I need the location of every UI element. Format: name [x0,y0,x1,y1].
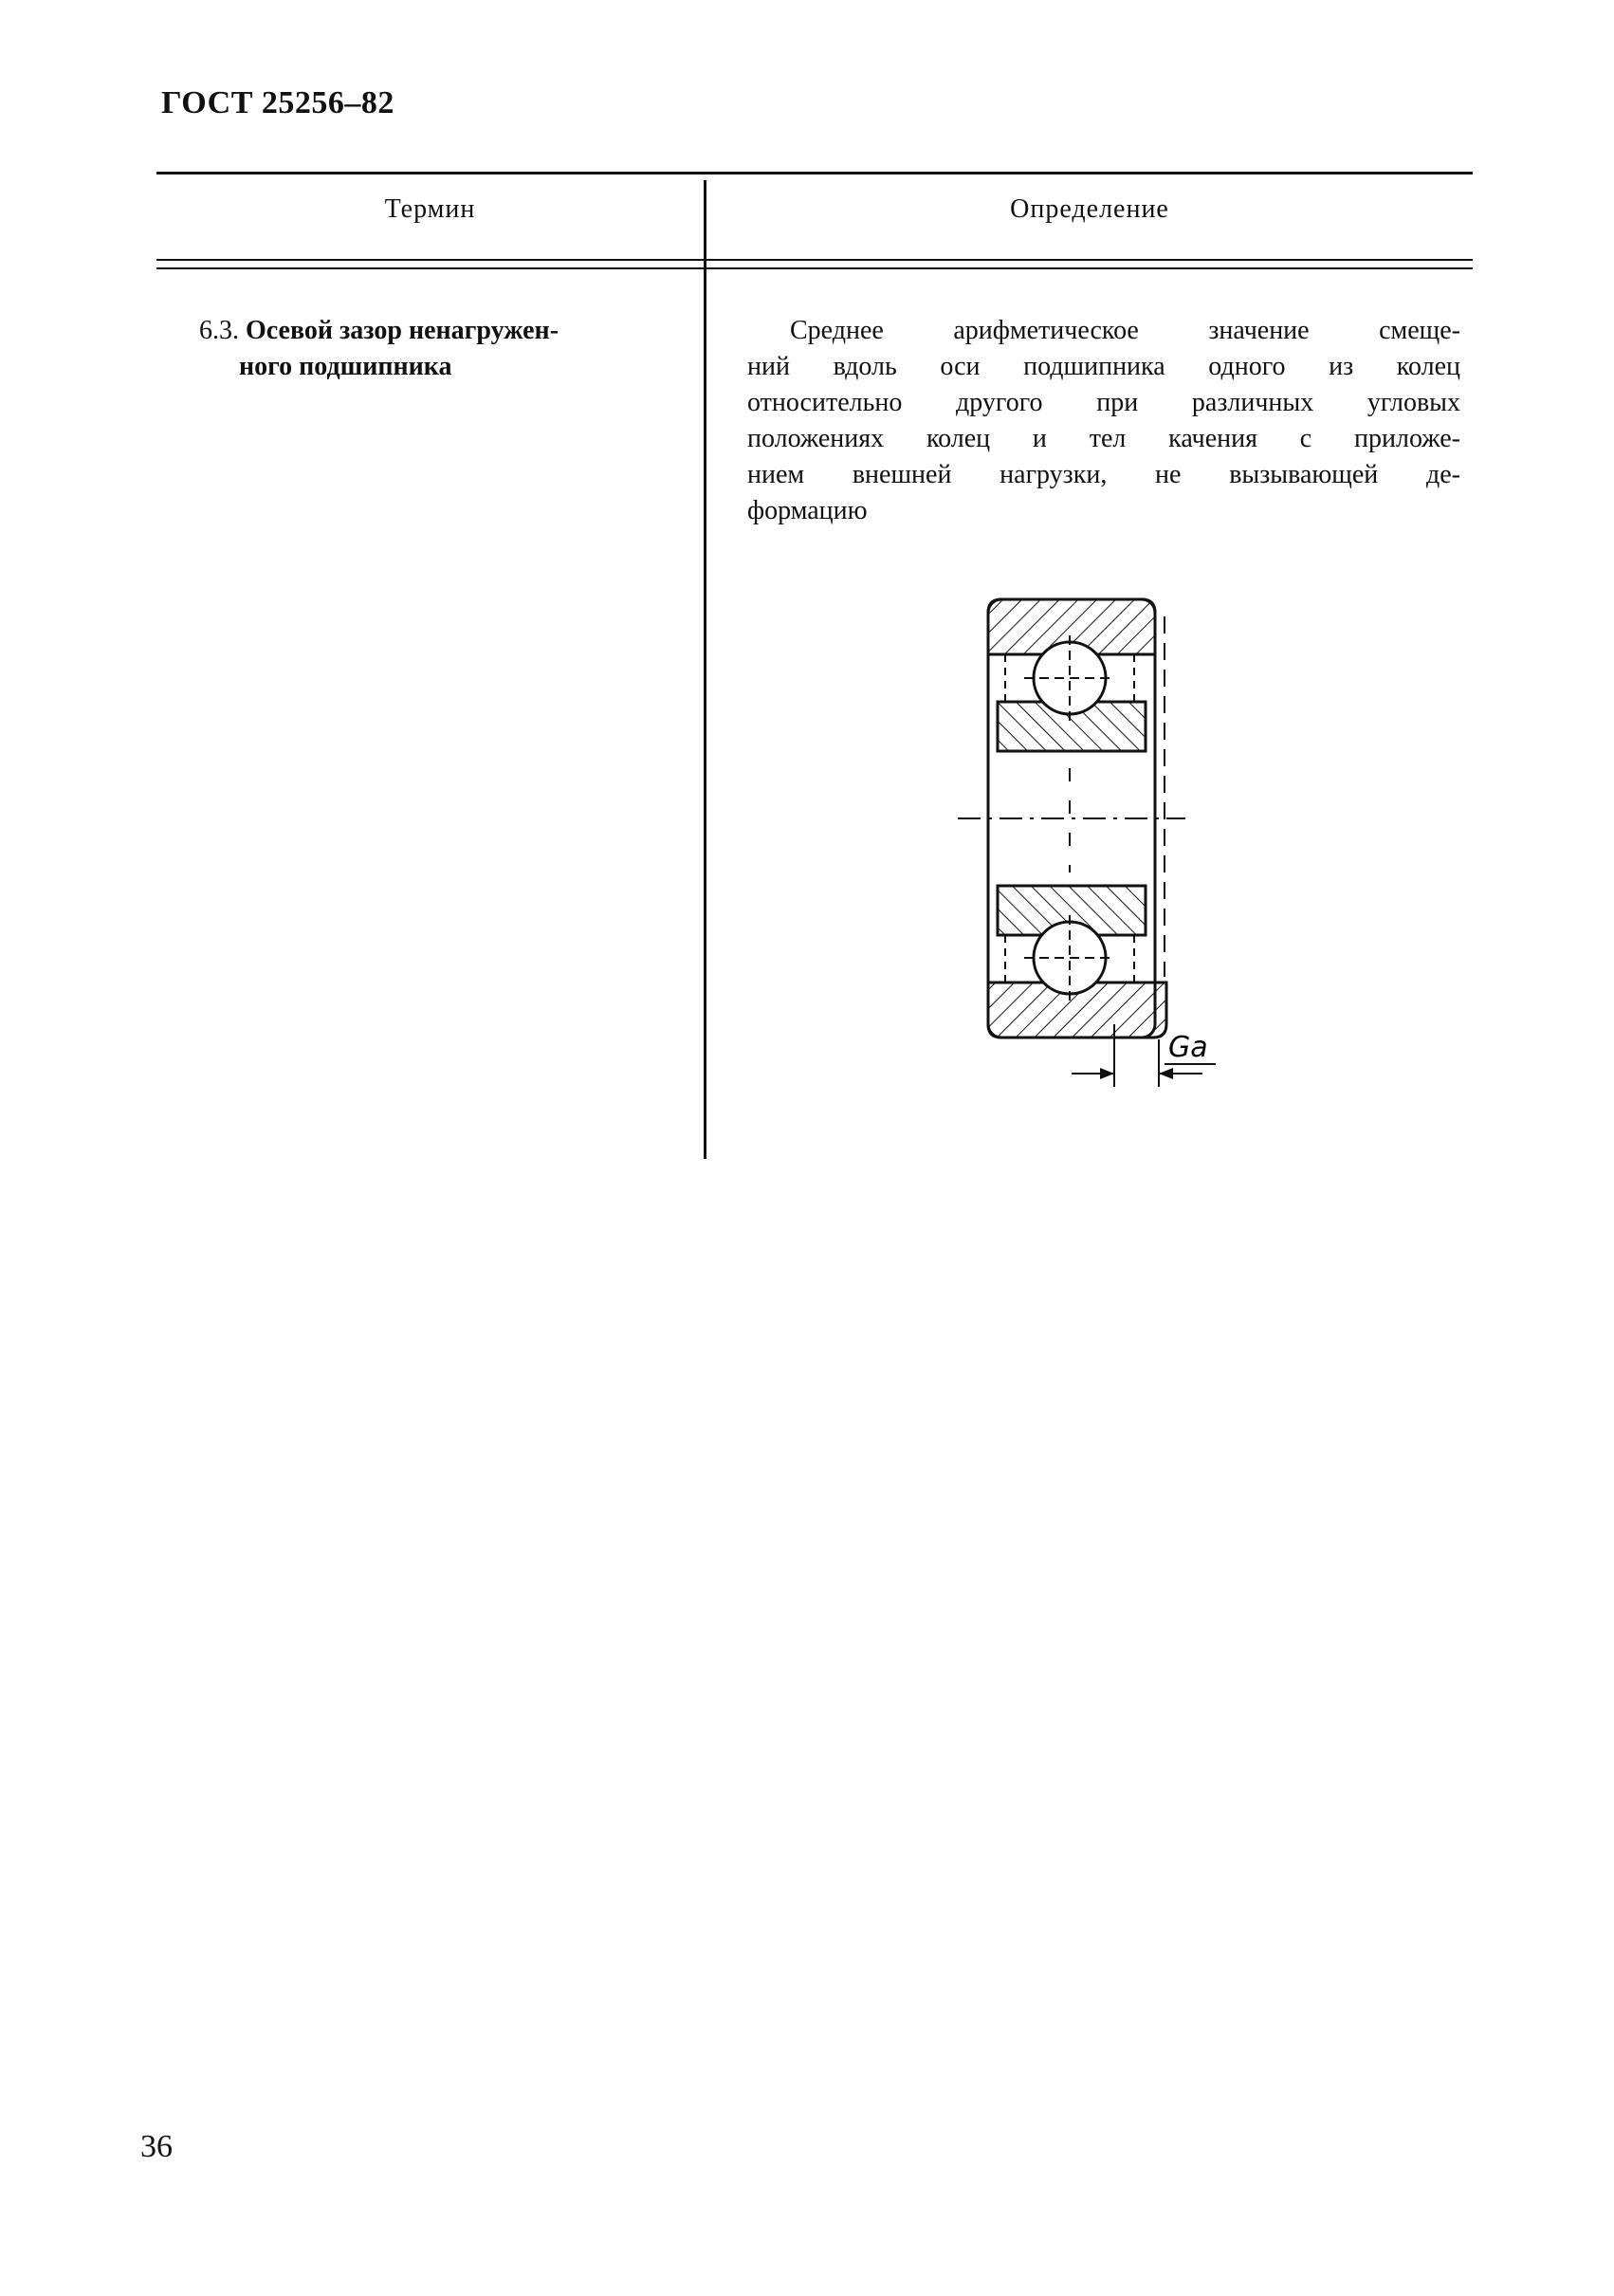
term-number: 6.3. [199,316,239,345]
definition-line: положениях колец и тел качения с приложе- [747,424,1460,453]
definition-line: относительно другого при различных угловых [747,388,1460,417]
ball-bearing-cross-section-icon [948,579,1252,1110]
header-divider-rule-2 [156,267,1473,269]
definition-line: ний вдоль оси подшипника одного из колец [747,352,1460,381]
column-divider [704,180,706,1159]
definition-cell [747,313,1460,529]
bearing-figure [948,579,1252,1110]
term-cell [199,313,664,385]
term-text-line-2: ного подшипника [239,352,452,381]
definition-line: нием внешней нагрузки, не вызывающей де- [747,460,1460,489]
definition-line: Среднее арифметическое значение смеще- [790,316,1460,345]
header-divider-rule-1 [156,259,1473,261]
definition-line: формацию [747,496,868,525]
document-code: ГОСТ 25256–82 [161,85,394,120]
term-text-line-1: Осевой зазор ненагружен- [246,316,559,345]
page-number: 36 [140,2129,173,2164]
column-header-definition: Определение [1010,194,1169,224]
figure-label-ga: Ga [1168,1031,1208,1064]
table-top-rule [156,172,1473,174]
column-header-term: Термин [384,194,476,224]
